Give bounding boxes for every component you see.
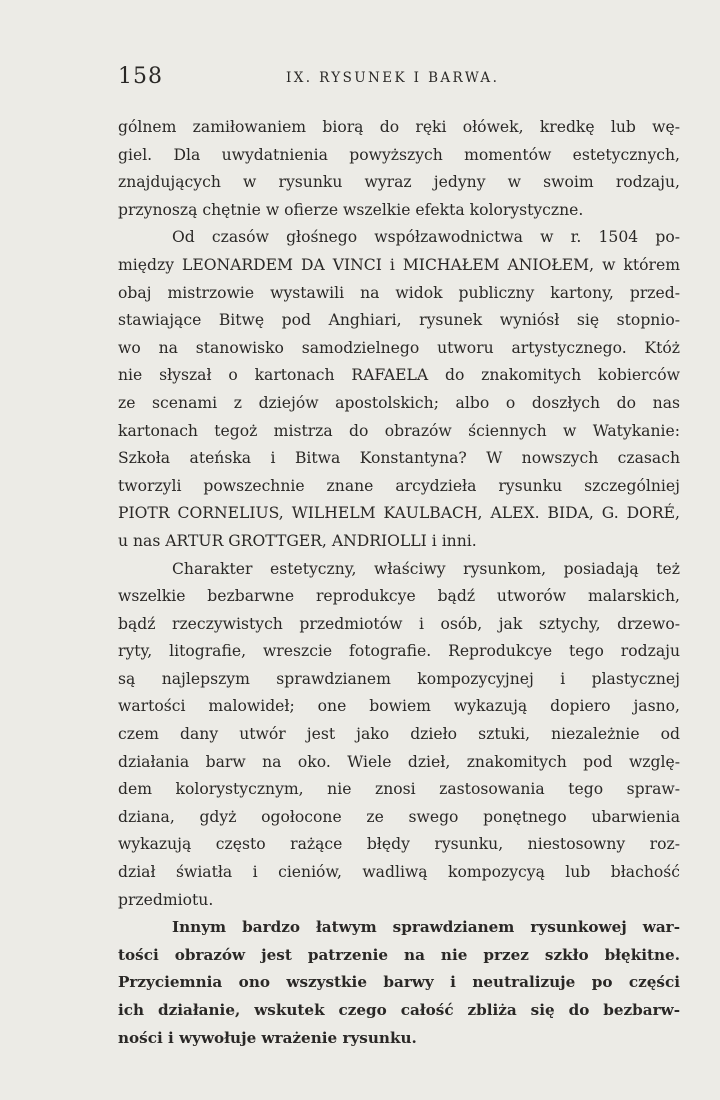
text-line: wszelkie bezbarwne reprodukcye bądź utworów malarskich, bbox=[118, 587, 680, 606]
text-line: gólnem zamiłowaniem biorą do ręki ołówek, kredkę lub wę- bbox=[118, 118, 680, 136]
text-line: bądź rzeczywistych przedmiotów i osób, jak sztychy, drzewo- bbox=[118, 614, 680, 633]
text-line: tości obrazów jest patrzenie na nie przez szkło błękitne. bbox=[118, 945, 680, 964]
text-line: wartości malowideł; one bowiem wykazują dopiero jasno, bbox=[118, 697, 680, 716]
page-number: 158 bbox=[118, 64, 163, 89]
text-line: Innym bardzo łatwym sprawdzianem rysunkowej war- bbox=[172, 918, 680, 937]
body-text bbox=[118, 114, 680, 1052]
text-line: między LEONARDEM DA VINCI i MICHAŁEM ANIOŁEM, w którem bbox=[118, 255, 680, 274]
text-line: wo na stanowisko samodzielnego utworu artystycznego. Któż bbox=[118, 338, 680, 357]
text-line: dział światła i cieniów, wadliwą kompozycyą lub błachość bbox=[118, 863, 680, 882]
text-line: Szkoła ateńska i Bitwa Konstantyna? W nowszych czasach bbox=[118, 449, 680, 468]
text-line: są najlepszym sprawdzianem kompozycyjnej i plastycznej bbox=[118, 669, 680, 688]
text-line: Od czasów głośnego współzawodnictwa w r. 1504 po- bbox=[172, 228, 680, 247]
text-line: ich działanie, wskutek czego całość zbliża się do bezbarw- bbox=[118, 1001, 680, 1019]
text-line: ryty, litografie, wreszcie fotografie. Reprodukcye tego rodzaju bbox=[118, 642, 680, 661]
text-line: stawiające Bitwę pod Anghiari, rysunek wyniósł się stopnio- bbox=[118, 311, 680, 330]
text-line: giel. Dla uwydatnienia powyższych momentów estetycznych, bbox=[118, 145, 680, 164]
text-line: dziana, gdyż ogołocone ze swego ponętnego ubarwienia bbox=[118, 807, 680, 826]
text-line: PIOTR CORNELIUS, WILHELM KAULBACH, ALEX. BIDA, G. DORÉ, bbox=[118, 504, 680, 523]
text-line: kartonach tegoż mistrza do obrazów ściennych w Watykanie: bbox=[118, 421, 680, 440]
text-line: znajdujących w rysunku wyraz jedyny w swoim rodzaju, bbox=[118, 173, 680, 192]
text-line: tworzyli powszechnie znane arcydzieła rysunku szczególniej bbox=[118, 476, 680, 495]
text-line: ze scenami z dziejów apostolskich; albo o doszłych do nas bbox=[118, 393, 680, 412]
paragraph bbox=[118, 914, 680, 1052]
text-line: Przyciemnia ono wszystkie barwy i neutralizuje po części bbox=[118, 973, 680, 992]
text-line: działania barw na oko. Wiele dzieł, znakomitych pod wzglę- bbox=[118, 752, 680, 771]
text-line: przedmiotu. bbox=[118, 890, 214, 909]
text-line: ności i wywołuje wrażenie rysunku. bbox=[118, 1028, 417, 1047]
running-head bbox=[118, 64, 680, 94]
paragraph bbox=[118, 556, 680, 915]
text-line: nie słyszał o kartonach RAFAELA do znakomitych kobierców bbox=[118, 366, 680, 385]
paragraph bbox=[118, 114, 680, 224]
paragraph bbox=[118, 224, 680, 555]
text-line: dem kolorystycznym, nie znosi zastosowania tego spraw- bbox=[118, 780, 680, 799]
text-line: Charakter estetyczny, właściwy rysunkom, posiadają też bbox=[172, 559, 680, 578]
text-line: obaj mistrzowie wystawili na widok publiczny kartony, przed- bbox=[118, 283, 680, 302]
text-line: u nas ARTUR GROTTGER, ANDRIOLLI i inni. bbox=[118, 531, 477, 550]
text-line: przynoszą chętnie w ofierze wszelkie efekta kolorystyczne. bbox=[118, 200, 584, 219]
text-line: wykazują często rażące błędy rysunku, niestosowny roz- bbox=[118, 835, 680, 854]
chapter-title: IX. RYSUNEK I BARWA. bbox=[286, 70, 500, 86]
text-line: czem dany utwór jest jako dzieło sztuki, niezależnie od bbox=[118, 725, 680, 744]
